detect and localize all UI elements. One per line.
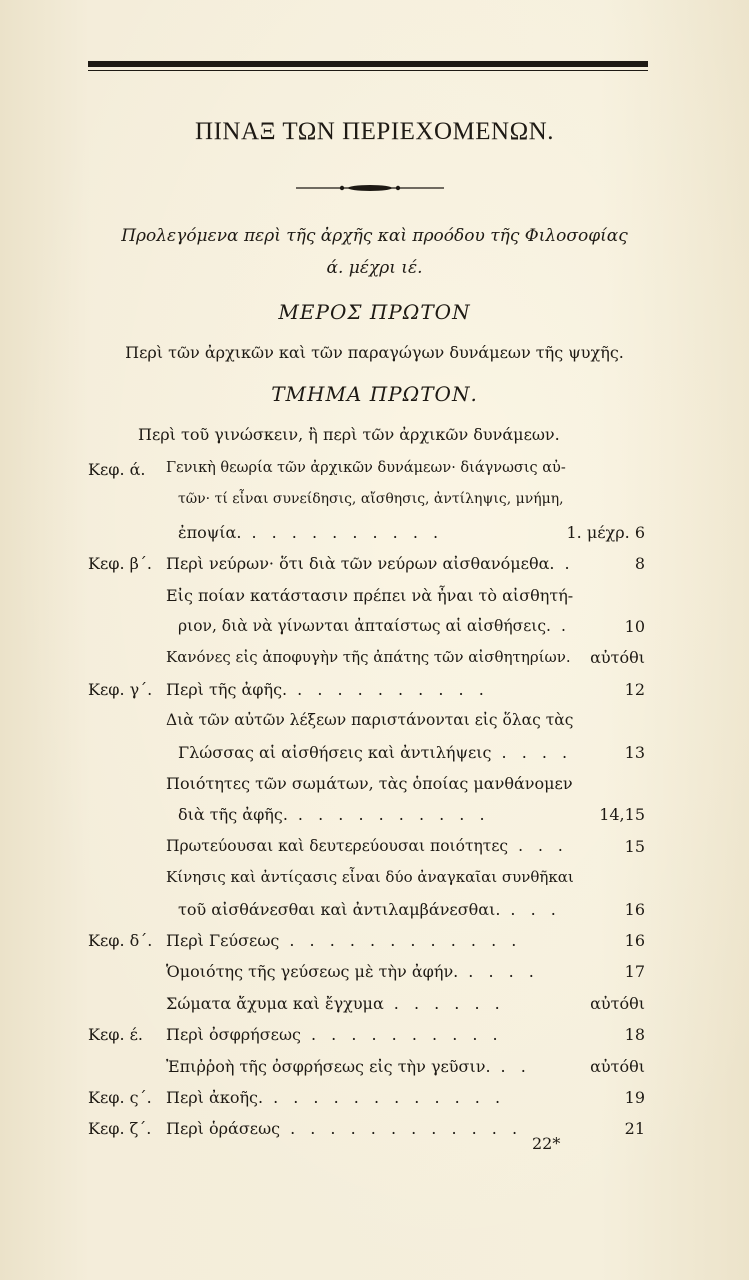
toc-page-number: αὐτόθι <box>590 994 645 1013</box>
prolegomena-line-2: ά. μέχρι ιέ. <box>326 258 423 278</box>
toc-page-number: αὐτόθι <box>590 1057 645 1076</box>
toc-leader-dots: . . . . . . . . . . <box>297 680 489 699</box>
top-thin-rule <box>88 70 648 71</box>
toc-page-number: 1. μέχρ. 6 <box>566 523 645 542</box>
toc-entry-text <box>178 743 572 762</box>
ornament-divider-icon <box>296 181 444 195</box>
toc-entry-text <box>166 1088 505 1107</box>
toc-entry-title: Ὁμοιότης τῆς γεύσεως μὲ τὴν ἀφήν. <box>166 962 459 981</box>
toc-leader-dots: . . . . <box>468 962 539 981</box>
toc-entry-text <box>166 1057 531 1076</box>
toc-leader-dots: . <box>564 554 575 573</box>
toc-page-number: 16 <box>624 900 645 919</box>
toc-leader-dots: . . . . <box>501 743 573 762</box>
toc-chapter-label: Κεφ. δ΄. <box>88 931 153 950</box>
toc-leader-dots: . . . . . . . . . . . . <box>273 1088 506 1107</box>
toc-chapter-label: Κεφ. β΄. <box>88 554 152 573</box>
toc-entry-title: Γλώσσας αἱ αἰσθήσεις καὶ ἀντιλήψεις <box>178 743 492 762</box>
section-heading: ΤΜΗΜΑ ΠΡΩΤΟΝ. <box>271 382 478 406</box>
toc-entry-text <box>166 554 575 573</box>
toc-entry-title: Περὶ ἀκοῆς. <box>166 1088 264 1107</box>
toc-page-number: 13 <box>624 743 645 762</box>
toc-chapter-label: Κεφ. ζ΄. <box>88 1119 152 1138</box>
toc-entry-text <box>166 868 574 886</box>
toc-entry-text <box>166 1025 503 1044</box>
toc-chapter-label: Κεφ. ς΄. <box>88 1088 152 1107</box>
toc-page-number: 14,15 <box>599 805 645 824</box>
toc-page-number: 16 <box>624 931 645 950</box>
toc-page-number: 19 <box>624 1088 645 1107</box>
toc-entry-title: τῶν· τί εἶναι συνείδησις, αἴσθησις, ἀντίληψις, μνήμη, <box>178 491 564 507</box>
toc-leader-dots: . . . <box>518 837 568 855</box>
toc-entry-text <box>178 805 490 824</box>
toc-leader-dots: . . . <box>510 900 561 919</box>
toc-entry-title: Εἰς ποίαν κατάστασιν πρέπει νὰ ἦναι τὸ αἰσθητή- <box>166 586 574 605</box>
toc-entry-text <box>166 962 539 981</box>
toc-entry-text <box>166 680 489 699</box>
catchword: 22* <box>532 1134 561 1153</box>
toc-leader-dots: . . . . . . . . . . <box>297 805 490 824</box>
toc-entry-text <box>166 586 573 605</box>
toc-entry-text <box>166 837 568 855</box>
toc-entry-text <box>178 900 561 919</box>
toc-leader-dots: . . . . . . . . . . <box>251 523 444 542</box>
toc-entry-text <box>166 711 573 729</box>
toc-entry-title: Περὶ Γεύσεως <box>166 931 280 950</box>
toc-entry-text <box>166 931 521 950</box>
toc-page-number: 12 <box>624 680 645 699</box>
toc-leader-dots: . . . . . . . . . . <box>310 1025 503 1044</box>
toc-chapter-label: Κεφ. έ. <box>88 1025 143 1044</box>
toc-leader-dots: . <box>560 617 571 635</box>
toc-entry-title: ριον, διὰ νὰ γίνωνται ἀπταίστως αἱ αἰσθήσεις. <box>178 617 551 635</box>
toc-page-number: αὐτόθι <box>590 648 645 667</box>
toc-entry-text <box>178 491 564 507</box>
toc-entry-text <box>166 994 505 1013</box>
toc-entry-title: Ποιότητες τῶν σωμάτων, τὰς ὁποίας μανθάνομεν <box>166 774 573 793</box>
toc-page-number: 17 <box>624 962 645 981</box>
toc-entry-title: Κανόνες εἰς ἀποφυγὴν τῆς ἀπάτης τῶν αἰσθητηρίων. <box>166 648 571 666</box>
toc-entry-title: Σώματα ἄχυμα καὶ ἔγχυμα <box>166 994 384 1013</box>
toc-entry-title: Πρωτεύουσαι καὶ δευτερεύουσαι ποιότητες <box>166 837 509 855</box>
toc-page-number: 10 <box>624 617 645 636</box>
toc-leader-dots: . . . . . . <box>393 994 505 1013</box>
toc-entry-title: διὰ τῆς ἀφῆς. <box>178 805 288 824</box>
toc-entry-text <box>166 460 566 476</box>
toc-entry-text <box>178 617 571 635</box>
toc-entry-title: Περὶ ὀσφρήσεως <box>166 1025 301 1044</box>
toc-page-number: 21 <box>624 1119 645 1138</box>
top-thick-rule <box>88 61 648 67</box>
toc-page-number: 8 <box>634 554 645 573</box>
toc-entry-title: Περὶ τῆς ἀφῆς. <box>166 680 288 699</box>
page-title: ΠΙΝΑΞ ΤΩΝ ΠΕΡΙΕΧΟΜΕΝΩΝ. <box>195 118 554 145</box>
toc-entry-title: Διὰ τῶν αὐτῶν λέξεων παριστάνονται εἰς ὅλας τὰς <box>166 711 574 729</box>
toc-entry-title: Γενικὴ θεωρία τῶν ἀρχικῶν δυνάμεων· διάγνωσις αὐ- <box>166 460 566 476</box>
toc-leader-dots: . . <box>500 1057 531 1076</box>
toc-chapter-label: Κεφ. γ΄. <box>88 680 153 699</box>
part-heading: ΜΕΡΟΣ ΠΡΩΤΟΝ <box>278 300 471 324</box>
toc-entry-title: Περὶ νεύρων· ὅτι διὰ τῶν νεύρων αἰσθανόμεθα. <box>166 554 555 573</box>
toc-entry-title: ἐποψία. <box>178 523 242 542</box>
toc-entry-title: Ἐπιῤῥοὴ τῆς ὀσφρήσεως εἰς τὴν γεῦσιν. <box>166 1057 491 1076</box>
toc-leader-dots: . . . . . . . . . . . . <box>290 1119 523 1138</box>
toc-entry-text <box>166 774 573 793</box>
toc-entry-title: Κίνησις καὶ ἀντίςασις εἶναι δύο ἀναγκαῖαι συνθῆκαι <box>166 868 574 886</box>
toc-entry-title: τοῦ αἰσθάνεσθαι καὶ ἀντιλαμβάνεσθαι. <box>178 900 501 919</box>
toc-leader-dots: . . . . . . . . . . . . <box>289 931 522 950</box>
toc-chapter-label: Κεφ. ά. <box>88 460 146 479</box>
toc-entry-text <box>166 1119 522 1138</box>
section-subtitle: Περὶ τοῦ γινώσκειν, ἢ περὶ τῶν ἀρχικῶν δυνάμεων. <box>138 425 560 444</box>
prolegomena-line-1: Προλεγόμενα περὶ τῆς ἀρχῆς καὶ προόδου τῆς Φιλοσοφίας <box>121 226 628 246</box>
toc-entry-text <box>178 523 443 542</box>
part-subtitle: Περὶ τῶν ἀρχικῶν καὶ τῶν παραγώγων δυνάμεων τῆς ψυχῆς. <box>125 343 624 362</box>
toc-page-number: 18 <box>624 1025 645 1044</box>
toc-entry-text <box>166 648 571 666</box>
toc-entry-title: Περὶ ὁράσεως <box>166 1119 281 1138</box>
toc-page-number: 15 <box>624 837 645 856</box>
